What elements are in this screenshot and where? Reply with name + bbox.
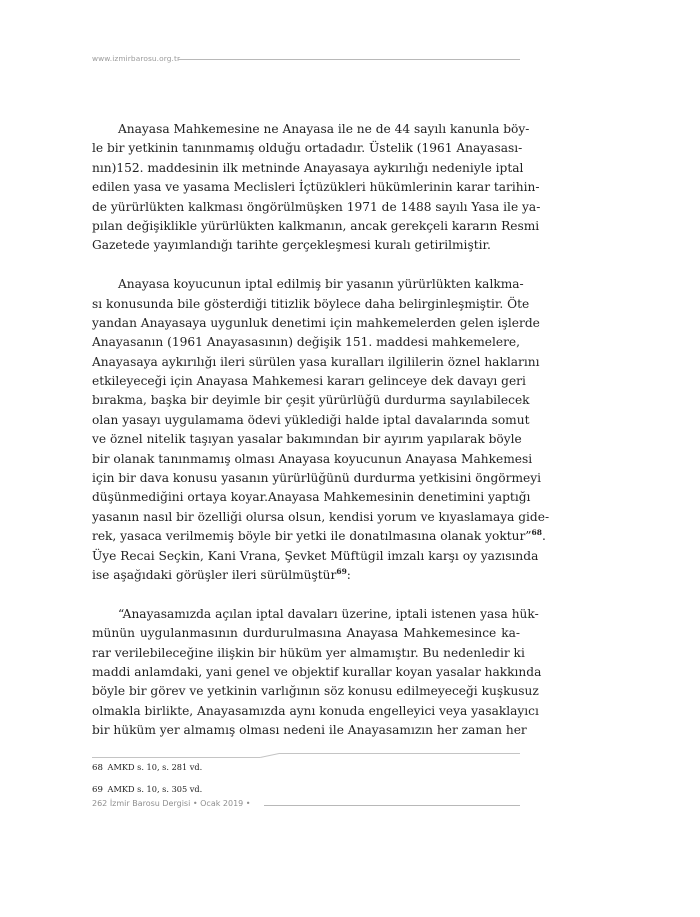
header-rule <box>178 59 520 60</box>
text-line: Gazetede yayımlandığı tarihte gerçekleşmesi kuralı getirilmiştir. <box>92 238 491 253</box>
text-line: de yürürlükten kalkması öngörülmüşken 1971 de 1488 sayılı Yasa ile ya- <box>92 199 541 214</box>
paragraph-gap <box>92 585 520 604</box>
footnote-separator <box>92 751 520 761</box>
text-line: yasanın nasıl bir özelliği olursa olsun, kendisi yorum ve kıyaslamaya gide- <box>92 509 550 524</box>
text-line: düşünmediğini ortaya koyar.Anayasa Mahkemesinin denetimini yaptığı <box>92 490 531 505</box>
text-line: etkileyeceği için Anayasa Mahkemesi kararı gelinceye dek davayı geri <box>92 374 526 389</box>
ref-punct: . <box>541 529 546 544</box>
footnote-text: AMKD s. 10, s. 305 vd. <box>107 784 203 794</box>
footnote-68 <box>92 762 202 773</box>
text-line: Üye Recai Seçkin, Kani Vrana, Şevket Müftügil imzalı karşı oy yazısında <box>92 548 539 563</box>
footnote-text: AMKD s. 10, s. 281 vd. <box>107 762 203 772</box>
paragraph-2 <box>92 275 550 585</box>
text-line: Anayasaya aykırılığı ileri sürülen yasa kuralları ilgililerin öznel haklarını <box>92 354 540 369</box>
text-line: le bir yetkinin tanınmamış olduğu ortadadır. Üstelik (1961 Anayasası- <box>92 141 523 156</box>
page-header <box>92 54 520 68</box>
paragraph-gap <box>92 256 520 275</box>
text-line: rek, yasaca verilmemiş böyle bir yetki ile donatılmasına olanak yoktur” <box>92 529 532 544</box>
text-line-with-ref <box>92 566 520 585</box>
text-line: Anayasa koyucunun iptal edilmiş bir yasanın yürürlükten kalkma- <box>118 277 524 292</box>
paragraph-1 <box>92 120 541 256</box>
page-footer <box>92 799 520 813</box>
footnote-number: 68 <box>92 763 103 773</box>
body-text <box>92 120 550 741</box>
text-line: sı konusunda bile gösterdiği titizlik böylece daha belirginleşmiştir. Öte <box>92 296 530 311</box>
site-url: www.izmirbarosu.org.tr <box>92 54 181 63</box>
text-line-with-ref <box>92 527 546 546</box>
text-line: Anayasanın (1961 Anayasasının) değişik 151. maddesi mahkemelere, <box>92 335 520 350</box>
text-line: rar verilebileceğine ilişkin bir hüküm yer almamıştır. Bu nedenledir ki <box>92 645 525 660</box>
text-line: maddi anlamdaki, yani genel ve objektif kurallar koyan yasalar hakkında <box>92 664 542 679</box>
text-line: ise aşağıdaki görüşler ileri sürülmüştür <box>92 567 337 582</box>
text-line: için bir dava konusu yasanın yürürlüğünü durdurma yetkisini öngörmeyi <box>92 471 541 486</box>
text-line: bir olanak tanınmamış olması Anayasa koyucunun Anayasa Mahkemesi <box>92 451 533 466</box>
footnote-number: 69 <box>92 785 103 795</box>
text-line: “Anayasamızda açılan iptal davaları üzerine, iptali istenen yasa hük- <box>118 606 539 621</box>
footer-rule <box>264 805 520 806</box>
separator-segment <box>279 753 520 754</box>
text-line: münün uygulanmasının durdurulmasına Anayasa Mahkemesince ka- <box>92 626 520 641</box>
separator-segment <box>260 753 280 758</box>
text-line: Anayasa Mahkemesine ne Anayasa ile ne de 44 sayılı kanunla böy- <box>118 122 530 136</box>
text-line: edilen yasa ve yasama Meclisleri İçtüzükleri hükümlerinin karar tarihin- <box>92 180 540 195</box>
text-line: böyle bir görev ve yetkinin varlığının söz konusu edilmeyeceği kuşkusuz <box>92 684 539 699</box>
paragraph-3-quote <box>92 605 542 741</box>
text-line: yandan Anayasaya uygunluk denetimi için mahkemelerden gelen işlerde <box>92 315 540 330</box>
text-line: pılan değişiklikle yürürlükten kalkmanın, ancak gerekçeli kararın Resmi <box>92 218 540 233</box>
text-line: olan yasayı uygulamama ödevi yüklediği halde iptal davalarında somut <box>92 412 530 427</box>
separator-segment <box>92 757 260 758</box>
footnote-69 <box>92 784 202 795</box>
text-line: bir hüküm yer almamış olması nedeni ile Anayasamızın her zaman her <box>92 723 527 738</box>
text-line: bırakma, başka bir deyimle bir çeşit yürürlüğü durdurma sayılabilecek <box>92 393 530 408</box>
ref-punct: : <box>346 567 351 582</box>
footnote-ref-68[interactable]: 68 <box>531 528 542 538</box>
footer-text: 262 İzmir Barosu Dergisi • Ocak 2019 • <box>92 799 251 808</box>
text-line: nın)152. maddesinin ilk metninde Anayasaya aykırılığı nedeniyle iptal <box>92 160 524 175</box>
text-line: ve öznel nitelik taşıyan yasalar bakımından bir ayırım yapılarak böyle <box>92 432 522 447</box>
text-line: olmakla birlikte, Anayasamızda aynı konuda engelleyici veya yasaklayıcı <box>92 703 539 718</box>
footnote-ref-69[interactable]: 69 <box>336 566 347 576</box>
